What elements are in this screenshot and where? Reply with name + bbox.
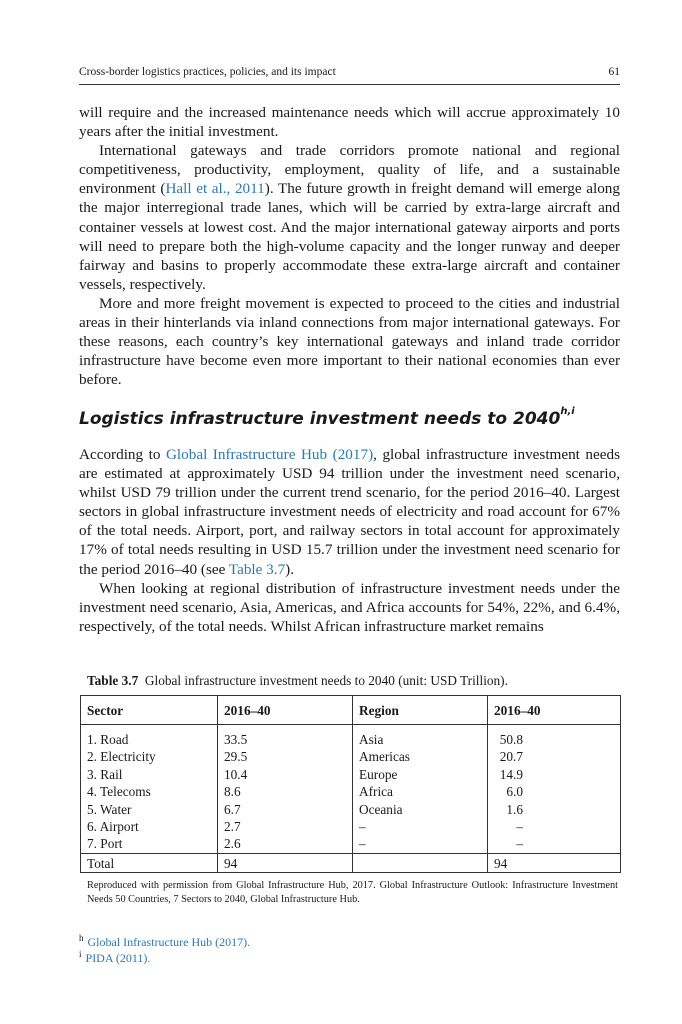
citation-link-gih[interactable]: Global Infrastructure Hub (2017) <box>165 446 374 463</box>
paragraph-3: More and more freight movement is expected to proceed to the cities and industrial areas in their hinterlands via inland connections from major international gateways. For these reasons, each country’s key international gateways and inland trade corridor infrastructure have become even more important to their national economies than ever before. <box>79 294 620 389</box>
table-label: Table 3.7 <box>87 673 139 688</box>
paragraph-2 <box>79 141 620 294</box>
footnote-h-link[interactable]: Global Infrastructure Hub (2017). <box>87 935 251 949</box>
header-sector: Sector <box>87 703 124 718</box>
cell-sector-value: 33.5 <box>218 731 353 748</box>
table-source-note: Reproduced with permission from Global Infrastructure Hub, 2017. Global Infrastructure Outlook: Infrastructure Investment Needs 50 Countries, 7 Sectors to 2040, Global Infrastructure Hub. <box>87 880 618 905</box>
cell-region: Americas <box>353 748 488 765</box>
cell-sector: 6. Airport <box>87 819 139 835</box>
cell-region: Europe <box>353 766 488 783</box>
cell-region-value: – <box>488 818 621 835</box>
cell-region-value: 50.8 <box>488 731 621 748</box>
table-header-row <box>81 696 621 725</box>
cell-sector: 5. Water <box>87 801 132 817</box>
paragraph-4-text-b: , global infrastructure investment needs are estimated at approximately USD 94 trillion under the investment need scenario, whilst USD 79 trillion under the current trend scenario, for the period 2016–40. Largest sectors in global infrastructure investment needs of electricity and road account for 67% of the total needs. Airport, port, and railway sectors in total account for approximately 17% of total needs resulting in USD 15.7 trillion under the investment need scenario for the period 2016–40 (see <box>79 446 620 578</box>
cell-sector: 2. Electricity <box>87 749 156 765</box>
footnote-i-link[interactable]: PIDA (2011). <box>85 951 151 965</box>
cell-sector-value: 94 <box>218 853 353 872</box>
header-region-period: 2016–40 <box>488 696 621 725</box>
cell-region-value: 94 <box>488 853 621 872</box>
investment-table <box>80 695 621 873</box>
cell-region: Oceania <box>353 801 488 818</box>
cell-sector-value: 2.6 <box>218 835 353 853</box>
header-rule <box>79 84 620 85</box>
table-row <box>81 818 621 835</box>
cell-sector: 3. Rail <box>87 766 123 782</box>
page-number: 61 <box>608 66 620 78</box>
cell-sector: 4. Telecoms <box>87 784 151 800</box>
running-title: Cross-border logistics practices, policies, and its impact <box>79 66 336 78</box>
cell-sector-value: 2.7 <box>218 818 353 835</box>
table-row <box>81 766 621 783</box>
cell-sector: Total <box>81 853 218 872</box>
cell-sector-value: 6.7 <box>218 801 353 818</box>
cell-region-value: – <box>488 835 621 853</box>
paragraph-4-text-c: ). <box>285 560 295 578</box>
cell-sector-value: 10.4 <box>218 766 353 783</box>
cell-sector-value: 8.6 <box>218 783 353 800</box>
cell-region-value: 6.0 <box>488 783 621 800</box>
cell-sector: 1. Road <box>87 732 129 747</box>
section-heading <box>79 406 575 429</box>
section-heading-footnote-marks[interactable]: h,i <box>560 406 575 418</box>
table-row <box>81 783 621 800</box>
table-row <box>81 835 621 853</box>
table-row <box>81 731 621 748</box>
footnote-i <box>79 946 150 966</box>
body-text-top <box>79 103 620 389</box>
cell-region-value: 20.7 <box>488 748 621 765</box>
paragraph-2-text-b: ). The future growth in freight demand will emerge along the major interregional trade lanes, which will be carried by extra-large aircraft and container vessels at lowest cost. And the major international gateway airports and ports will need to prepare both the high-volume capacity and the longer runway and deeper fairway and basins to properly accommodate these extra-large aircraft and container vessels, respectively. <box>79 180 620 293</box>
section-heading-text: Logistics infrastructure investment needs to 2040 <box>79 409 561 429</box>
header-sector-period: 2016–40 <box>218 696 353 725</box>
table-total-row <box>81 853 621 872</box>
footnote-h-mark: h <box>79 933 84 943</box>
table-caption-text: Global infrastructure investment needs to 2040 (unit: USD Trillion). <box>144 673 508 688</box>
table-row <box>81 801 621 818</box>
table-ref-link[interactable]: Table 3.7 <box>228 560 286 578</box>
cell-region: – <box>353 835 488 853</box>
paragraph-1: will require and the increased maintenance needs which will accrue approximately 10 years after the initial investment. <box>79 104 620 141</box>
paragraph-5: When looking at regional distribution of infrastructure investment needs under the investment need scenario, Asia, Americas, and Africa accounts for 54%, 22%, and 6.4%, respectively, of the total needs. Whilst African infrastructure market remains <box>79 579 620 635</box>
cell-region <box>353 853 488 872</box>
paragraph-4-text-a: According to <box>79 446 166 463</box>
paragraph-2-text-a: International gateways and trade corridors promote national and regional competitiveness, productivity, employment, quality of life, and a sustainable environment ( <box>79 142 620 198</box>
body-text-section <box>79 445 620 636</box>
cell-region-value: 14.9 <box>488 766 621 783</box>
paragraph-4 <box>79 445 620 579</box>
table-caption <box>87 673 508 689</box>
cell-region-value: 1.6 <box>488 801 621 818</box>
cell-sector: 7. Port <box>87 836 123 852</box>
citation-link-hall[interactable]: Hall et al., 2011 <box>165 180 265 198</box>
cell-sector-value: 29.5 <box>218 748 353 765</box>
footnote-i-mark: i <box>79 949 82 959</box>
header-region: Region <box>353 696 488 725</box>
cell-region: Asia <box>353 731 488 748</box>
table-row <box>81 748 621 765</box>
cell-region: Africa <box>353 783 488 800</box>
cell-region: – <box>353 818 488 835</box>
